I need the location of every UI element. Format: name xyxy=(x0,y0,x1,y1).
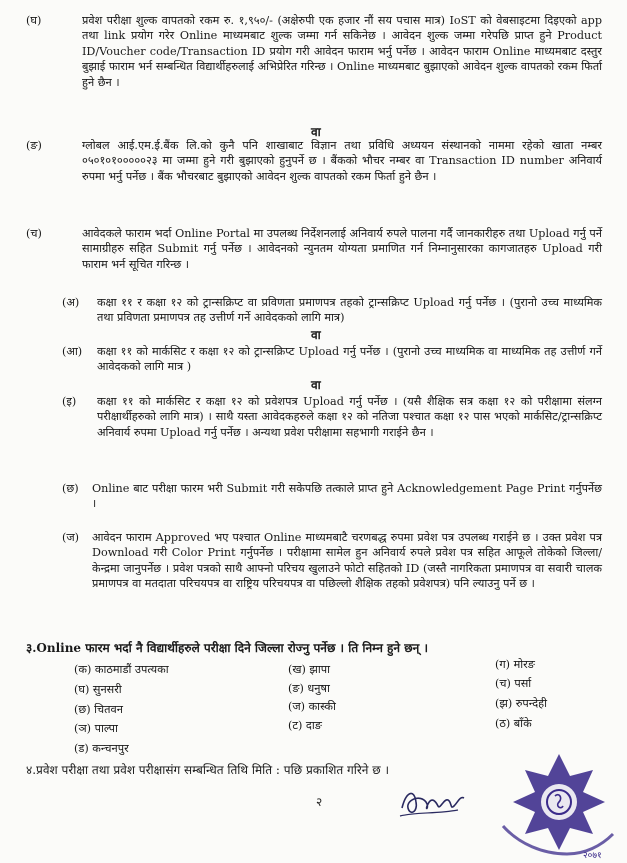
page-number: २ xyxy=(316,795,323,809)
district-item: (छ) चितवन xyxy=(74,703,123,716)
section-3-heading: ३.Online फारम भर्दा नै विद्यार्थीहरुले परीक्षा दिने जिल्ला रोज्नु पर्नेछ । ति निम्न हुने छन् । xyxy=(26,641,429,655)
section-nga-text: ग्लोबल आई.एम.ई.बैंक लि.को कुनै पनि शाखाबाट विज्ञान तथा प्रविधि अध्ययन संस्थानको नाममा रहेको खाता नम्बर ०५०१०१०००००२३ मा जम्मा हुने गरी बुझाएको हुनुपर्ने छ । बैंकको भौचर नम्बर वा Transaction ID number अनिवार्य रुपमा भर्नु पर्नेछ । बैंक भौचरबाट बुझाएको आवेदन शुल्क वापतको रकम फिर्ता हुने छैन । xyxy=(82,139,602,183)
subsection-a-text: कक्षा ११ र कक्षा १२ को ट्रान्सक्रिप्ट वा प्रविणता प्रमाणपत्र तहको ट्रान्सक्रिप्ट Upload गर्नु पर्नेछ । (पुरानो उच्च माध्यमिक तथा प्रविणता प्रमाणपत्र तह उत्तीर्ण गर्ने आवेदकको लागि मात्र) xyxy=(97,296,602,325)
subsection-aa-text: कक्षा ११ को मार्कसिट र कक्षा १२ को ट्रान्सक्रिप्ट Upload गर्नु पर्नेछ । (पुरानो उच्च माध्यमिक वा माध्यमिक तह उत्तीर्ण गर्ने आवेदकको लागि मात्र ) xyxy=(97,345,602,374)
district-item: (ङ) धनुषा xyxy=(288,682,330,695)
section-gha-text: प्रवेश परीक्षा शुल्क वापतको रकम रु. १,९५०/- (अक्षेरुपी एक हजार नौं सय पचास मात्र) IoST को वेबसाइटमा दिइएको app तथा link प्रयोग गरेर Online माध्यमबाट शुल्क जम्मा गर्न सकिनेछ । आवेदन शुल्क जम्मा गरेपछि प्राप्त हुने Product ID/Voucher code/Transaction ID प्रयोग गरी आवेदन फाराम भर्नु पर्नेछ । आवेदन फाराम Online माध्यमबाट दस्तुर बुझाई फाराम भर्न सम्बन्धित विद्यार्थीहरुलाई अभिप्रेरित गरिन्छ । Online माध्यमबाट बुझाएको आवेदन शुल्क वापतको रकम फिर्ता हुने छैन । xyxy=(82,14,602,89)
section-cha-text: आवेदकले फाराम भर्दा Online Portal मा उपलब्ध निर्देशनलाई अनिवार्य रुपले पालना गर्दै जानकारीहरु तथा Upload गर्नु पर्ने सामाग्रीहरु सहित Submit गर्नु पर्नेछ । आवेदनको न्युनतम योग्यता प्रमाणित गर्न निम्नानुसारका कागजातहरु Upload गरी फाराम भर्न सूचित गरिन्छ । xyxy=(82,227,602,271)
district-item: (ड) कन्चनपुर xyxy=(74,742,129,755)
subsection-marker: (इ) xyxy=(62,395,77,408)
district-item: (ज) कास्की xyxy=(288,700,336,713)
section-marker: (ज) xyxy=(62,531,80,544)
section-4-text: ४.प्रवेश परीक्षा तथा प्रवेश परीक्षासंग सम्बन्धित तिथि मिति : पछि प्रकाशित गरिने छ । xyxy=(26,763,390,777)
district-item: (ठ) बाँके xyxy=(495,717,532,730)
or-label: वा xyxy=(311,328,321,342)
district-item: (क) काठमाडौं उपत्यका xyxy=(74,663,169,676)
section-marker: (च) xyxy=(26,227,42,240)
subsection-marker: (आ) xyxy=(62,345,83,358)
district-item: (ट) दाङ xyxy=(288,719,322,732)
district-item: (ञ) पाल्पा xyxy=(74,722,118,735)
stamp-year: २०७१ xyxy=(583,851,602,860)
section-chha-text: Online बाट परीक्षा फारम भरी Submit गरी सकेपछि तत्काले प्राप्त हुने Acknowledgement Page Print गर्नुपर्नेछ । xyxy=(92,482,602,511)
subsection-i-text: कक्षा ११ को मार्कसिट र कक्षा १२ को प्रवेशपत्र Upload गर्नु पर्नेछ । (यसै शैक्षिक सत्र कक्षा १२ को परीक्षामा संलग्न परीक्षार्थीहरुको लागि मात्र) । साथै यस्ता आवेदकहरुले कक्षा १२ को नतिजा पश्चात कक्षा १२ पास भएको मार्कसिट/ट्रान्सक्रिप्ट अनिवार्य रुपमा Upload गर्नु पर्नेछ । अन्यथा प्रवेश परीक्षामा सहभागी गराईने छैन । xyxy=(97,395,602,439)
section-marker: (ङ) xyxy=(26,139,42,152)
district-item: (ख) झापा xyxy=(288,663,331,676)
district-item: (झ) रुपन्देही xyxy=(495,697,548,710)
section-marker: (घ) xyxy=(26,14,42,27)
subsection-marker: (अ) xyxy=(62,296,80,309)
official-stamp xyxy=(497,750,622,860)
district-item: (ग) मोरङ xyxy=(495,658,535,671)
section-ja-text: आवेदन फाराम Approved भए पश्चात Online माध्यमबाटै चरणबद्ध रुपमा प्रवेश पत्र उपलब्ध गराईने छ । उक्त प्रवेश पत्र Download गरी Color Print गर्नुपर्नेछ । परीक्षामा सामेल हुन अनिवार्य रुपले प्रवेश पत्र सहित आफूले तोकेको जिल्ला/केन्द्रमा जानुपर्नेछ । प्रवेश पत्रको साथै आफ्नो परिचय खुलाउने फोटो सहितको ID (जस्तै नागरिकता प्रमाणपत्र वा सवारी चालक प्रमाणपत्र वा मतदाता परिचयपत्र वा राष्ट्रिय परिचयपत्र वा पछिल्लो शैक्षिक तहको प्रवेशपत्र) पनि ल्याउनु पर्ने छ । xyxy=(92,531,602,591)
handwritten-signature xyxy=(396,778,476,824)
section-marker: (छ) xyxy=(62,482,79,495)
district-item: (घ) सुनसरी xyxy=(74,683,122,696)
district-item: (च) पर्सा xyxy=(495,677,532,690)
or-label: वा xyxy=(311,378,321,392)
or-label: वा xyxy=(311,125,321,139)
